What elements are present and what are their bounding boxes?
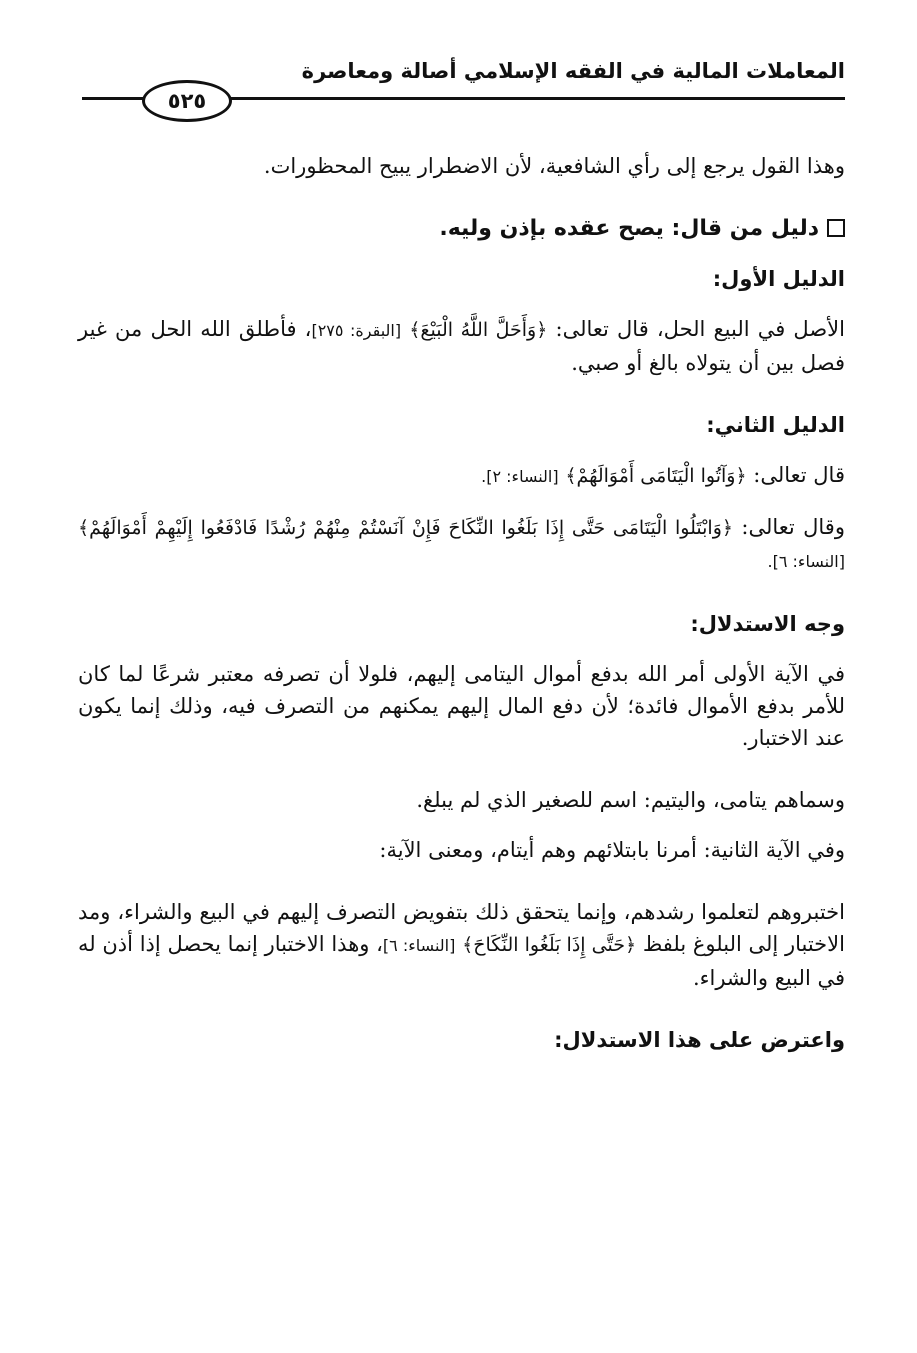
verse-reference: [النساء: ٦]. <box>767 552 845 571</box>
evidence-heading: الدليل الثاني: <box>706 413 845 437</box>
verse-reference: [البقرة: ٢٧٥] <box>311 321 402 340</box>
quran-verse: ﴿وَابْتَلُوا الْيَتَامَى حَتَّى إِذَا بَلَغُوا النِّكَاحَ فَإِنْ آنَسْتُمْ مِنْهُمْ رُشْدًا فَادْفَعُوا إِلَيْهِمْ أَمْوَالَهُمْ﴾ <box>78 517 734 539</box>
verse-reference: [النساء: ٢]. <box>481 467 559 486</box>
verse-reference: [النساء: ٦] <box>382 936 456 955</box>
section-heading <box>78 212 845 245</box>
paragraph <box>78 313 845 379</box>
paragraph: وسماهم يتامى، واليتيم: اسم للصغير الذي لم يبلغ. <box>416 788 845 812</box>
page-header <box>82 52 845 122</box>
inference-text: ، وهذا الاختبار إنما يحصل إذا أذن له في البيع والشراء. <box>78 932 845 990</box>
quran-verse: ﴿وَآتُوا الْيَتَامَى أَمْوَالَهُمْ﴾ <box>565 465 747 487</box>
evidence-text: وقال تعالى: <box>741 515 845 539</box>
inference-heading: وجه الاستدلال: <box>690 612 845 636</box>
evidence-text: قال تعالى: <box>753 463 845 487</box>
page-body <box>78 150 845 1086</box>
paragraph <box>78 459 845 493</box>
paragraph: وهذا القول يرجع إلى رأي الشافعية، لأن الاضطرار يبيح المحظورات. <box>263 154 845 178</box>
paragraph <box>78 896 845 994</box>
quran-verse: ﴿وَأَحَلَّ اللَّهُ الْبَيْعَ﴾ <box>409 319 548 341</box>
evidence-text: ، فأطلق الله الحل من غير فصل بين أن يتولاه بالغ أو صبي. <box>78 317 845 375</box>
paragraph: في الآية الأولى أمر الله بدفع أموال اليتامى إليهم، فلولا أن تصرفه معتبر شرعًا لما كان للأمر بدفع الأموال فائدة؛ لأن دفع المال إليهم يمكنهم من التصرف فيه، وذلك إنما يكون عند الاختبار. <box>78 662 845 750</box>
evidence-text: الأصل في البيع الحل، قال تعالى: <box>555 317 845 341</box>
section-heading-text: دليل من قال: يصح عقده بإذن وليه. <box>439 216 819 241</box>
objection-heading: واعترض على هذا الاستدلال: <box>554 1028 845 1052</box>
running-title: المعاملات المالية في الفقه الإسلامي أصالة ومعاصرة <box>301 59 845 83</box>
paragraph: وفي الآية الثانية: أمرنا بابتلائهم وهم أيتام، ومعنى الآية: <box>379 838 845 862</box>
paragraph <box>78 511 845 578</box>
inference-text: اختبروهم لتعلموا رشدهم، وإنما يتحقق ذلك بتفويض التصرف إليهم في البيع والشراء، ومد الاختبار إلى البلوغ بلفظ <box>78 900 845 956</box>
quran-verse: ﴿حَتَّى إِذَا بَلَغُوا النِّكَاحَ﴾ <box>462 934 637 956</box>
evidence-heading: الدليل الأول: <box>712 267 845 291</box>
square-bullet-icon <box>827 219 845 237</box>
page-number: ٥٢٥ <box>142 80 232 122</box>
